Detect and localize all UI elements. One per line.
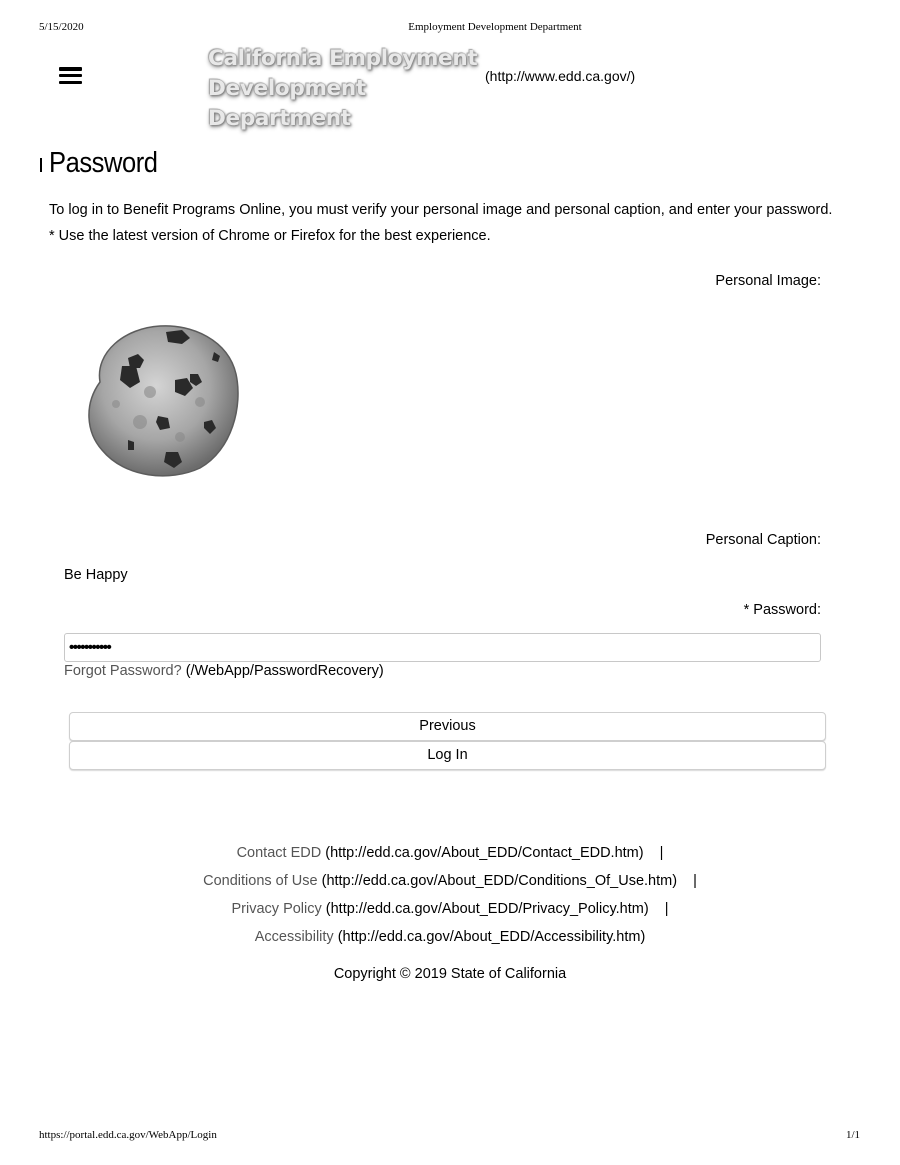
footer-link-url: (http://edd.ca.gov/About_EDD/Conditions_Of_Use.htm): [321, 873, 678, 889]
browser-note: * Use the latest version of Chrome or Firefox for the best experience.: [49, 228, 491, 244]
personal-caption-label: Personal Caption:: [705, 532, 821, 548]
page-title: Password: [49, 147, 158, 179]
footer-link-conditions[interactable]: [0, 873, 900, 889]
copyright: Copyright © 2019 State of California: [333, 966, 567, 982]
forgot-password-link[interactable]: [64, 663, 384, 679]
footer-link-label[interactable]: Accessibility: [254, 929, 334, 945]
footer-link-contact[interactable]: [0, 845, 900, 861]
edd-logo[interactable]: [208, 44, 478, 134]
footer-link-label[interactable]: Conditions of Use: [203, 873, 318, 889]
personal-caption-value: Be Happy: [64, 567, 128, 583]
footer-link-url: (http://edd.ca.gov/About_EDD/Contact_EDD.htm): [325, 845, 644, 861]
previous-button[interactable]: Previous: [69, 712, 826, 741]
footer-separator: |: [693, 873, 697, 889]
footer-link-privacy[interactable]: [0, 901, 900, 917]
footer-separator: |: [664, 901, 669, 917]
footer-link-label[interactable]: Contact EDD: [236, 845, 322, 861]
print-url: https://portal.edd.ca.gov/WebApp/Login: [39, 1129, 217, 1141]
footer-link-accessibility[interactable]: [0, 929, 900, 945]
footer-link-label[interactable]: Privacy Policy: [231, 901, 322, 917]
logo-line-2: Development Department: [208, 76, 366, 131]
password-label: * Password:: [743, 602, 821, 618]
print-title: Employment Development Department: [408, 21, 582, 33]
footer-link-url: (http://edd.ca.gov/About_EDD/Accessibility.htm): [337, 929, 646, 945]
login-button[interactable]: Log In: [69, 741, 826, 770]
footer-link-url: (http://edd.ca.gov/About_EDD/Privacy_Policy.htm): [325, 901, 649, 917]
print-header: [0, 21, 900, 37]
intro-text: To log in to Benefit Programs Online, you must verify your personal image and personal caption, and enter your password.: [49, 202, 833, 218]
print-footer: [0, 1129, 900, 1145]
print-date: 5/15/2020: [39, 21, 84, 33]
forgot-password-url: (/WebApp/PasswordRecovery): [185, 663, 384, 679]
hamburger-menu-icon[interactable]: [59, 67, 82, 84]
title-edge-mark: [40, 158, 42, 172]
logo-url: (http://www.edd.ca.gov/): [485, 68, 636, 84]
footer-separator: |: [659, 845, 664, 861]
password-field[interactable]: •••••••••••: [64, 633, 821, 662]
logo-line-1: California Employment: [208, 46, 478, 71]
forgot-password-label[interactable]: Forgot Password?: [64, 663, 182, 679]
print-page-number: 1/1: [845, 1129, 860, 1141]
personal-image-label: Personal Image:: [715, 273, 821, 289]
cookie-image: [80, 322, 241, 478]
